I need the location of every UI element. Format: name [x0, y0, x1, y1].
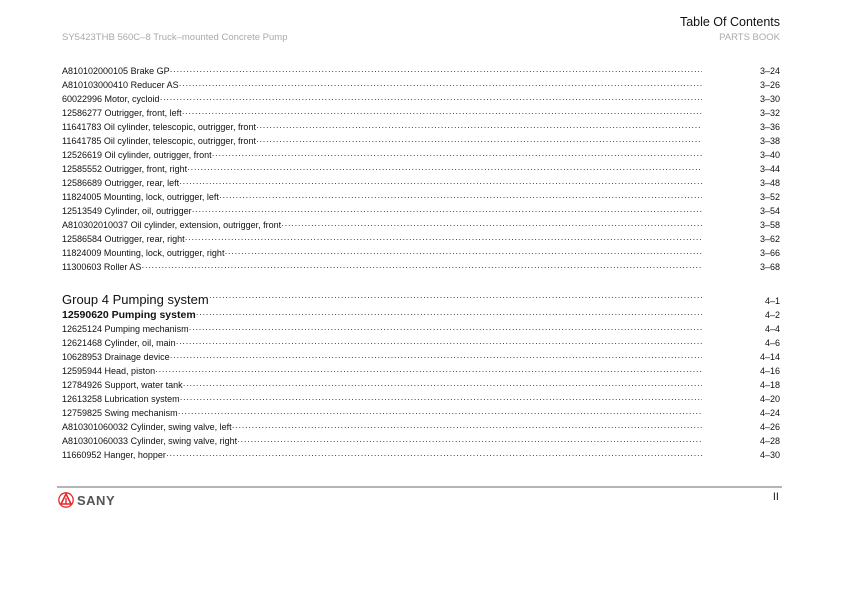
footer-divider	[57, 486, 782, 488]
dot-leader	[185, 234, 702, 244]
dot-leader	[179, 80, 702, 90]
toc-entry-title: A810102000105 Brake GP	[62, 66, 170, 76]
toc-entry-title: 12625124 Pumping mechanism	[62, 324, 189, 334]
dot-leader	[180, 394, 702, 404]
toc-page: 4–18	[759, 380, 780, 390]
toc-page: 4–2	[764, 310, 780, 320]
dot-leader	[256, 122, 702, 132]
toc-page: 3–48	[759, 178, 780, 188]
dot-leader	[232, 422, 702, 432]
toc-page: 3–54	[759, 206, 780, 216]
toc-subgroup-title: 12590620 Pumping system	[62, 309, 196, 321]
dot-leader	[192, 206, 702, 216]
toc-entry-title: 12595944 Head, piston	[62, 366, 156, 376]
toc-page: 4–16	[759, 366, 780, 376]
dot-leader	[182, 108, 702, 118]
toc-entry-title: 11824009 Mounting, lock, outrigger, right	[62, 248, 225, 258]
logo-text: SANY	[77, 492, 116, 508]
dot-leader	[189, 324, 702, 334]
toc-page: 3–66	[759, 248, 780, 258]
toc-entry-title: A810301060033 Cylinder, swing valve, right	[62, 436, 238, 446]
toc-entry[interactable]	[62, 262, 780, 276]
toc-subgroup-heading[interactable]	[62, 309, 780, 324]
dot-leader	[160, 94, 702, 104]
dot-leader	[176, 338, 702, 348]
toc-entry[interactable]	[62, 394, 780, 408]
toc-page: 3–36	[759, 122, 780, 132]
toc-entry-title: 11824005 Mounting, lock, outrigger, left	[62, 192, 219, 202]
toc-entry[interactable]	[62, 220, 780, 234]
toc-group-title: Group 4 Pumping system	[62, 292, 209, 307]
dot-leader	[196, 309, 702, 321]
toc-page: 3–52	[759, 192, 780, 202]
toc-entry[interactable]	[62, 94, 780, 108]
toc-entry-title: 12585552 Outrigger, front, right	[62, 164, 188, 174]
toc-page: 4–6	[764, 338, 780, 348]
toc-entry-title: 12513549 Cylinder, oil, outrigger	[62, 206, 192, 216]
toc-entry[interactable]	[62, 234, 780, 248]
toc-entry[interactable]	[62, 66, 780, 80]
toc-page: 3–30	[759, 94, 780, 104]
toc-page: 4–20	[759, 394, 780, 404]
toc-list-group3	[62, 66, 780, 276]
dot-leader	[256, 136, 702, 146]
dot-leader	[170, 66, 702, 76]
toc-entry-title: A810301060032 Cylinder, swing valve, left	[62, 422, 232, 432]
toc-entry[interactable]	[62, 352, 780, 366]
toc-entry[interactable]	[62, 338, 780, 352]
toc-entry[interactable]	[62, 408, 780, 422]
toc-entry[interactable]	[62, 108, 780, 122]
toc-entry-title: A810302010037 Oil cylinder, extension, outrigger, front	[62, 220, 282, 230]
toc-entry-title: 12586584 Outrigger, rear, right	[62, 234, 185, 244]
toc-entry[interactable]	[62, 436, 780, 450]
toc-page: 4–30	[759, 450, 780, 460]
toc-entry-title: 11300603 Roller AS	[62, 262, 142, 272]
toc-entry[interactable]	[62, 136, 780, 150]
toc-entry-title: 11641783 Oil cylinder, telescopic, outrigger, front	[62, 122, 256, 132]
toc-entry-title: 12526619 Oil cylinder, outrigger, front	[62, 150, 212, 160]
dot-leader	[155, 366, 702, 376]
toc-entry-title: A810103000410 Reducer AS	[62, 80, 179, 90]
dot-leader	[187, 164, 702, 174]
dot-leader	[219, 192, 702, 202]
toc-page: 4–14	[759, 352, 780, 362]
dot-leader	[212, 150, 702, 160]
toc-page: 3–58	[759, 220, 780, 230]
book-name: PARTS BOOK	[719, 32, 780, 43]
dot-leader	[178, 408, 702, 418]
toc-entry[interactable]	[62, 80, 780, 94]
toc-page: 3–32	[759, 108, 780, 118]
toc-entry-title: 12586689 Outrigger, rear, left	[62, 178, 180, 188]
section-title: Table Of Contents	[679, 15, 780, 29]
toc-entry[interactable]	[62, 450, 780, 464]
dot-leader	[237, 436, 702, 446]
toc-page: 3–62	[759, 234, 780, 244]
toc-entry[interactable]	[62, 248, 780, 262]
toc-entry[interactable]	[62, 422, 780, 436]
toc-page: 3–24	[759, 66, 780, 76]
page-number: II	[772, 491, 779, 503]
dot-leader	[224, 248, 702, 258]
toc-page: 4–4	[764, 324, 780, 334]
toc-page: 3–26	[759, 80, 780, 90]
toc-entry-title: 12613258 Lubrication system	[62, 394, 180, 404]
dot-leader	[179, 178, 702, 188]
dot-leader	[166, 450, 702, 460]
dot-leader	[141, 262, 702, 272]
toc-entry[interactable]	[62, 366, 780, 380]
toc-entry[interactable]	[62, 324, 780, 338]
dot-leader	[281, 220, 702, 230]
toc-entry[interactable]	[62, 150, 780, 164]
sany-logo-icon	[58, 492, 74, 508]
toc-entry-title: 12586277 Outrigger, front, left	[62, 108, 182, 118]
toc-entry[interactable]	[62, 380, 780, 394]
toc-entry-title: 10628953 Drainage device	[62, 352, 170, 362]
toc-entry-title: 60022996 Motor, cycloid	[62, 94, 160, 104]
sany-logo	[58, 492, 115, 508]
toc-page: 3–40	[759, 150, 780, 160]
toc-entry[interactable]	[62, 192, 780, 206]
toc-entry[interactable]	[62, 122, 780, 136]
toc-group-heading[interactable]	[62, 292, 780, 309]
toc-page: 3–68	[759, 262, 780, 272]
toc-entry[interactable]	[62, 164, 780, 178]
document-name: SY5423THB 560C–8 Truck–mounted Concrete Pump	[62, 32, 288, 43]
toc-entry-title: 12621468 Cylinder, oil, main	[62, 338, 176, 348]
toc-page: 4–26	[759, 422, 780, 432]
toc-entry[interactable]	[62, 178, 780, 192]
toc-page: 4–28	[759, 436, 780, 446]
dot-leader	[209, 292, 702, 307]
toc-list-group4	[62, 292, 780, 464]
toc-page: 4–1	[764, 296, 780, 306]
toc-entry-title: 11641785 Oil cylinder, telescopic, outrigger, front	[62, 136, 256, 146]
dot-leader	[183, 380, 702, 390]
toc-page: 3–44	[759, 164, 780, 174]
toc-page: 4–24	[759, 408, 780, 418]
toc-entry-title: 11660952 Hanger, hopper	[62, 450, 166, 460]
toc-page: 3–38	[759, 136, 780, 146]
toc-entry-title: 12784926 Support, water tank	[62, 380, 183, 390]
dot-leader	[170, 352, 702, 362]
toc-entry[interactable]	[62, 206, 780, 220]
toc-entry-title: 12759825 Swing mechanism	[62, 408, 178, 418]
